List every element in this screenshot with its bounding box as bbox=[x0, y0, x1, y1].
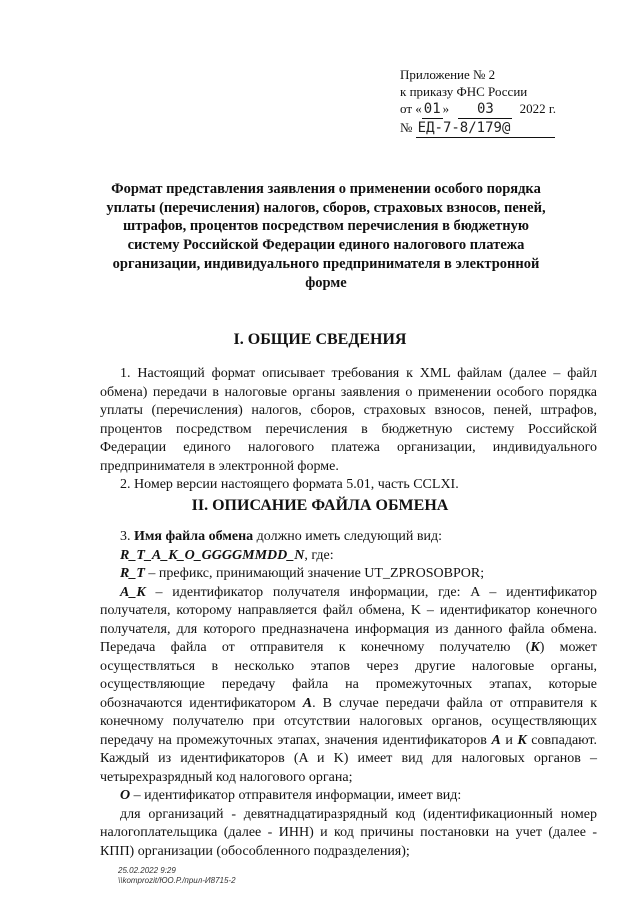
document-title: Формат представления заявления о применении особого порядка уплаты (перечисления) налогов, сборов, страховых взносов, пеней, штрафов, процентов посредством перечисления в бюджетную систему Российской Федерации единого налогового платежа организации, индивидуального предпринимателя в электронной форме bbox=[106, 181, 546, 291]
recipient-ak: A_K – идентификатор получателя информации, где: A – идентификатор получателя, которому направляется файл обмена, K – идентификатор конечного получателя, для которого предназначена информация из данного файла обмена. Передача файла от отправителя к конечному получателю (K) может осуществляться в несколько этапов через другие налоговые органы, осуществляющие передачу файла на промежуточных этапах, которые обозначаются идентификатором A. В случае передачи файла от отправителя к конечному получателю при отсутствии налоговых органов, осуществляющих передачу на промежуточных этапах, значения идентификаторов A и K совпадают. Каждый из идентификаторов (A и K) имеет вид для налоговых органов – четырехразрядный код налогового органа; bbox=[100, 584, 598, 785]
handwritten-month: 03 bbox=[458, 101, 512, 119]
file-footer bbox=[118, 866, 236, 886]
footer-timestamp: 25.02.2022 9:29 bbox=[118, 866, 176, 875]
appendix-number: № ЕД-7-8/179@ bbox=[400, 119, 620, 138]
sender-o: O – идентификатор отправителя информации, имеет вид: bbox=[120, 788, 462, 803]
footer-path: \\komprozit/ЮО.Р./прил-И8715-2 bbox=[118, 876, 236, 885]
appendix-order: к приказу ФНС России bbox=[400, 84, 528, 99]
appendix-year: 2022 г. bbox=[519, 101, 556, 116]
paragraph-1: 1. Настоящий формат описывает требования к XML файлам (далее – файл обмена) передачи в налоговые органы заявления о применении особого порядка уплаты (перечисления) налогов, сборов, страховых взносов, пеней, штрафов, процентов посредством перечисления в бюджетную систему Российской Федерации единого налогового платежа организации, индивидуального предпринимателя в электронной форме. bbox=[100, 366, 597, 474]
handwritten-day: 01 bbox=[423, 101, 441, 117]
paragraph-3: 3. Имя файла обмена должно иметь следующий вид: bbox=[120, 529, 443, 544]
paragraph-2: 2. Номер версии настоящего формата 5.01, часть CCLXI. bbox=[120, 477, 459, 492]
section-1-heading: I. ОБЩИЕ СВЕДЕНИЯ bbox=[233, 331, 407, 348]
appendix-date: от « 01 » 03 2022 г. bbox=[400, 101, 556, 117]
section-2-body bbox=[100, 528, 597, 861]
prefix-rt: R_T – префикс, принимающий значение UT_ZPROSOBPOR; bbox=[120, 566, 485, 581]
section-2-heading: II. ОПИСАНИЕ ФАЙЛА ОБМЕНА bbox=[191, 497, 449, 514]
sender-org: для организаций - девятнадцатиразрядный код (идентификационный номер налогоплательщика (далее - ИНН) и код причины постановки на учет (далее - КПП) организации (обособленного подразделения); bbox=[100, 806, 597, 859]
appendix-title: Приложение № 2 bbox=[400, 67, 496, 82]
appendix-block bbox=[400, 66, 620, 138]
filename-pattern: R_T_A_K_O_GGGGMMDD_N, где: bbox=[120, 547, 334, 563]
section-1-body bbox=[100, 365, 597, 495]
handwritten-order-number: ЕД-7-8/179@ bbox=[416, 120, 555, 138]
